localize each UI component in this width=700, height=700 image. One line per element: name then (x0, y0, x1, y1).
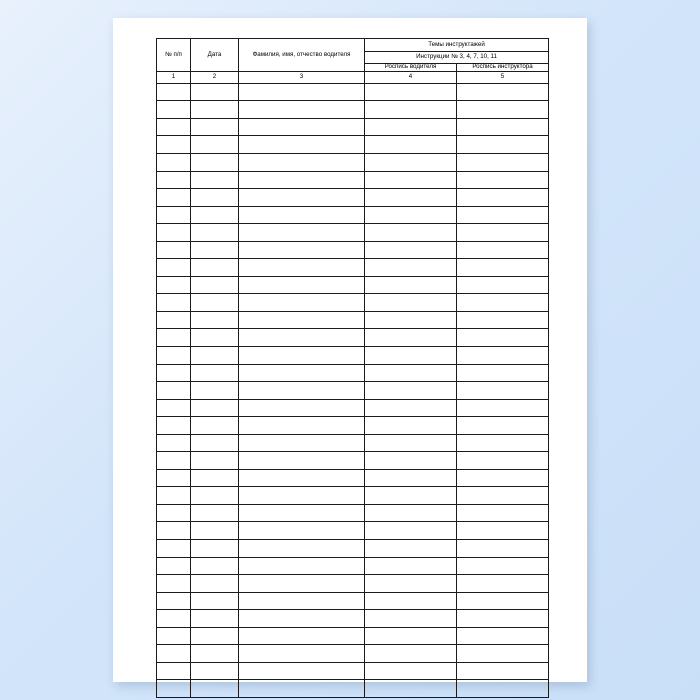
cell-date[interactable] (191, 540, 239, 558)
cell-instructor-signature[interactable] (457, 399, 549, 417)
cell-date[interactable] (191, 592, 239, 610)
cell-fullname[interactable] (239, 347, 365, 365)
cell-date[interactable] (191, 645, 239, 663)
cell-driver-signature[interactable] (365, 627, 457, 645)
cell-fullname[interactable] (239, 610, 365, 628)
cell-date[interactable] (191, 294, 239, 312)
cell-instructor-signature[interactable] (457, 83, 549, 101)
table-row[interactable] (157, 136, 549, 154)
cell-fullname[interactable] (239, 364, 365, 382)
cell-number[interactable] (157, 434, 191, 452)
cell-fullname[interactable] (239, 487, 365, 505)
cell-number[interactable] (157, 469, 191, 487)
cell-date[interactable] (191, 136, 239, 154)
cell-instructor-signature[interactable] (457, 504, 549, 522)
cell-date[interactable] (191, 329, 239, 347)
cell-driver-signature[interactable] (365, 417, 457, 435)
table-row[interactable] (157, 224, 549, 242)
table-row[interactable] (157, 434, 549, 452)
cell-fullname[interactable] (239, 224, 365, 242)
header-cell-driver-signature: Роспись водителя (365, 64, 457, 72)
cell-number[interactable] (157, 136, 191, 154)
cell-fullname[interactable] (239, 136, 365, 154)
cell-instructor-signature[interactable] (457, 118, 549, 136)
cell-number[interactable] (157, 487, 191, 505)
cell-driver-signature[interactable] (365, 592, 457, 610)
table-row[interactable] (157, 118, 549, 136)
cell-instructor-signature[interactable] (457, 276, 549, 294)
cell-number[interactable] (157, 540, 191, 558)
table-row[interactable] (157, 645, 549, 663)
cell-number[interactable] (157, 452, 191, 470)
cell-date[interactable] (191, 224, 239, 242)
cell-date[interactable] (191, 399, 239, 417)
cell-driver-signature[interactable] (365, 557, 457, 575)
cell-driver-signature[interactable] (365, 382, 457, 400)
table-row[interactable] (157, 610, 549, 628)
table-row[interactable] (157, 522, 549, 540)
cell-fullname[interactable] (239, 627, 365, 645)
cell-date[interactable] (191, 382, 239, 400)
cell-instructor-signature[interactable] (457, 259, 549, 277)
table-row[interactable] (157, 276, 549, 294)
table-row[interactable] (157, 83, 549, 101)
cell-date[interactable] (191, 311, 239, 329)
cell-fullname[interactable] (239, 557, 365, 575)
cell-number[interactable] (157, 680, 191, 698)
cell-driver-signature[interactable] (365, 101, 457, 119)
cell-date[interactable] (191, 417, 239, 435)
table-row[interactable] (157, 627, 549, 645)
table-row[interactable] (157, 206, 549, 224)
cell-driver-signature[interactable] (365, 206, 457, 224)
cell-number[interactable] (157, 189, 191, 207)
cell-number[interactable] (157, 610, 191, 628)
cell-date[interactable] (191, 575, 239, 593)
cell-date[interactable] (191, 83, 239, 101)
cell-instructor-signature[interactable] (457, 522, 549, 540)
table-row[interactable] (157, 557, 549, 575)
cell-driver-signature[interactable] (365, 522, 457, 540)
cell-number[interactable] (157, 294, 191, 312)
table-row[interactable] (157, 101, 549, 119)
cell-instructor-signature[interactable] (457, 680, 549, 698)
header-cell-instructor-signature: Роспись инструктора (457, 64, 549, 72)
cell-instructor-signature[interactable] (457, 382, 549, 400)
cell-instructor-signature[interactable] (457, 557, 549, 575)
cell-number[interactable] (157, 118, 191, 136)
cell-driver-signature[interactable] (365, 452, 457, 470)
cell-number[interactable] (157, 83, 191, 101)
cell-driver-signature[interactable] (365, 540, 457, 558)
cell-date[interactable] (191, 189, 239, 207)
cell-number[interactable] (157, 276, 191, 294)
cell-instructor-signature[interactable] (457, 540, 549, 558)
cell-fullname[interactable] (239, 575, 365, 593)
cell-driver-signature[interactable] (365, 610, 457, 628)
cell-number[interactable] (157, 154, 191, 172)
table-row[interactable] (157, 662, 549, 680)
cell-number[interactable] (157, 399, 191, 417)
cell-driver-signature[interactable] (365, 294, 457, 312)
table-row[interactable] (157, 347, 549, 365)
cell-number[interactable] (157, 364, 191, 382)
table-row[interactable] (157, 259, 549, 277)
cell-fullname[interactable] (239, 469, 365, 487)
cell-driver-signature[interactable] (365, 469, 457, 487)
header-cell-topics-group: Темы инструктажей (365, 39, 549, 52)
cell-number[interactable] (157, 575, 191, 593)
cell-date[interactable] (191, 154, 239, 172)
cell-number[interactable] (157, 382, 191, 400)
column-index-4: 4 (365, 71, 457, 83)
cell-date[interactable] (191, 206, 239, 224)
cell-fullname[interactable] (239, 399, 365, 417)
column-index-5: 5 (457, 71, 549, 83)
cell-instructor-signature[interactable] (457, 645, 549, 663)
cell-number[interactable] (157, 224, 191, 242)
cell-fullname[interactable] (239, 662, 365, 680)
cell-date[interactable] (191, 101, 239, 119)
cell-number[interactable] (157, 206, 191, 224)
cell-instructor-signature[interactable] (457, 417, 549, 435)
cell-instructor-signature[interactable] (457, 487, 549, 505)
cell-driver-signature[interactable] (365, 487, 457, 505)
cell-date[interactable] (191, 610, 239, 628)
cell-date[interactable] (191, 452, 239, 470)
cell-fullname[interactable] (239, 680, 365, 698)
cell-instructor-signature[interactable] (457, 627, 549, 645)
cell-fullname[interactable] (239, 206, 365, 224)
cell-instructor-signature[interactable] (457, 101, 549, 119)
cell-date[interactable] (191, 171, 239, 189)
cell-instructor-signature[interactable] (457, 206, 549, 224)
cell-driver-signature[interactable] (365, 83, 457, 101)
cell-instructor-signature[interactable] (457, 311, 549, 329)
cell-driver-signature[interactable] (365, 680, 457, 698)
table-row[interactable] (157, 364, 549, 382)
cell-instructor-signature[interactable] (457, 224, 549, 242)
cell-instructor-signature[interactable] (457, 294, 549, 312)
cell-driver-signature[interactable] (365, 118, 457, 136)
cell-instructor-signature[interactable] (457, 434, 549, 452)
cell-fullname[interactable] (239, 118, 365, 136)
table-header (157, 39, 549, 72)
cell-instructor-signature[interactable] (457, 452, 549, 470)
table-row[interactable] (157, 189, 549, 207)
cell-fullname[interactable] (239, 276, 365, 294)
cell-date[interactable] (191, 364, 239, 382)
table-row[interactable] (157, 382, 549, 400)
cell-fullname[interactable] (239, 645, 365, 663)
cell-driver-signature[interactable] (365, 434, 457, 452)
cell-instructor-signature[interactable] (457, 329, 549, 347)
cell-date[interactable] (191, 522, 239, 540)
cell-date[interactable] (191, 469, 239, 487)
cell-driver-signature[interactable] (365, 171, 457, 189)
cell-number[interactable] (157, 504, 191, 522)
cell-fullname[interactable] (239, 592, 365, 610)
cell-date[interactable] (191, 662, 239, 680)
cell-date[interactable] (191, 557, 239, 575)
table-row[interactable] (157, 540, 549, 558)
table-row[interactable] (157, 171, 549, 189)
cell-instructor-signature[interactable] (457, 469, 549, 487)
table-row[interactable] (157, 294, 549, 312)
cell-fullname[interactable] (239, 522, 365, 540)
cell-number[interactable] (157, 259, 191, 277)
cell-instructor-signature[interactable] (457, 136, 549, 154)
cell-driver-signature[interactable] (365, 329, 457, 347)
cell-instructor-signature[interactable] (457, 592, 549, 610)
cell-date[interactable] (191, 487, 239, 505)
table-row[interactable] (157, 575, 549, 593)
cell-driver-signature[interactable] (365, 189, 457, 207)
cell-fullname[interactable] (239, 382, 365, 400)
cell-number[interactable] (157, 417, 191, 435)
cell-number[interactable] (157, 329, 191, 347)
cell-fullname[interactable] (239, 154, 365, 172)
cell-number[interactable] (157, 311, 191, 329)
header-cell-fullname: Фамилия, имя, отчество водителя (239, 39, 365, 72)
column-index-1: 1 (157, 71, 191, 83)
cell-fullname[interactable] (239, 189, 365, 207)
header-cell-number: № п/п (157, 39, 191, 72)
cell-date[interactable] (191, 118, 239, 136)
header-cell-date: Дата (191, 39, 239, 72)
cell-driver-signature[interactable] (365, 662, 457, 680)
cell-instructor-signature[interactable] (457, 662, 549, 680)
cell-fullname[interactable] (239, 311, 365, 329)
cell-date[interactable] (191, 276, 239, 294)
cell-number[interactable] (157, 171, 191, 189)
cell-driver-signature[interactable] (365, 276, 457, 294)
cell-date[interactable] (191, 627, 239, 645)
column-number-row (157, 71, 549, 83)
table-body (157, 71, 549, 697)
cell-number[interactable] (157, 522, 191, 540)
header-row-group (157, 39, 549, 52)
cell-driver-signature[interactable] (365, 224, 457, 242)
cell-number[interactable] (157, 347, 191, 365)
cell-fullname[interactable] (239, 294, 365, 312)
cell-instructor-signature[interactable] (457, 347, 549, 365)
cell-date[interactable] (191, 680, 239, 698)
table-row[interactable] (157, 487, 549, 505)
cell-number[interactable] (157, 101, 191, 119)
column-index-3: 3 (239, 71, 365, 83)
cell-instructor-signature[interactable] (457, 575, 549, 593)
cell-date[interactable] (191, 347, 239, 365)
cell-instructor-signature[interactable] (457, 171, 549, 189)
cell-driver-signature[interactable] (365, 154, 457, 172)
cell-instructor-signature[interactable] (457, 189, 549, 207)
cell-driver-signature[interactable] (365, 347, 457, 365)
cell-fullname[interactable] (239, 329, 365, 347)
table-row[interactable] (157, 311, 549, 329)
table-row[interactable] (157, 680, 549, 698)
cell-driver-signature[interactable] (365, 311, 457, 329)
cell-fullname[interactable] (239, 101, 365, 119)
cell-number[interactable] (157, 627, 191, 645)
cell-instructor-signature[interactable] (457, 241, 549, 259)
cell-driver-signature[interactable] (365, 259, 457, 277)
table-row[interactable] (157, 154, 549, 172)
cell-driver-signature[interactable] (365, 136, 457, 154)
cell-date[interactable] (191, 504, 239, 522)
table-row[interactable] (157, 417, 549, 435)
cell-driver-signature[interactable] (365, 399, 457, 417)
table-row[interactable] (157, 592, 549, 610)
cell-instructor-signature[interactable] (457, 610, 549, 628)
header-cell-instructions-list: Инструкции № 3, 4, 7, 10, 11 (365, 52, 549, 64)
cell-fullname[interactable] (239, 417, 365, 435)
column-index-2: 2 (191, 71, 239, 83)
table-row[interactable] (157, 469, 549, 487)
cell-number[interactable] (157, 592, 191, 610)
cell-fullname[interactable] (239, 171, 365, 189)
cell-fullname[interactable] (239, 83, 365, 101)
cell-instructor-signature[interactable] (457, 364, 549, 382)
document-sheet (113, 18, 587, 682)
cell-fullname[interactable] (239, 540, 365, 558)
cell-instructor-signature[interactable] (457, 154, 549, 172)
cell-number[interactable] (157, 662, 191, 680)
table-row[interactable] (157, 504, 549, 522)
cell-driver-signature[interactable] (365, 575, 457, 593)
cell-number[interactable] (157, 557, 191, 575)
cell-fullname[interactable] (239, 504, 365, 522)
table-row[interactable] (157, 452, 549, 470)
cell-number[interactable] (157, 241, 191, 259)
cell-date[interactable] (191, 259, 239, 277)
cell-fullname[interactable] (239, 241, 365, 259)
cell-driver-signature[interactable] (365, 364, 457, 382)
cell-number[interactable] (157, 645, 191, 663)
cell-driver-signature[interactable] (365, 504, 457, 522)
cell-fullname[interactable] (239, 434, 365, 452)
cell-driver-signature[interactable] (365, 241, 457, 259)
table-row[interactable] (157, 241, 549, 259)
table-row[interactable] (157, 399, 549, 417)
cell-date[interactable] (191, 241, 239, 259)
cell-driver-signature[interactable] (365, 645, 457, 663)
table-row[interactable] (157, 329, 549, 347)
cell-date[interactable] (191, 434, 239, 452)
cell-fullname[interactable] (239, 259, 365, 277)
instruction-log-table (156, 38, 549, 698)
cell-fullname[interactable] (239, 452, 365, 470)
